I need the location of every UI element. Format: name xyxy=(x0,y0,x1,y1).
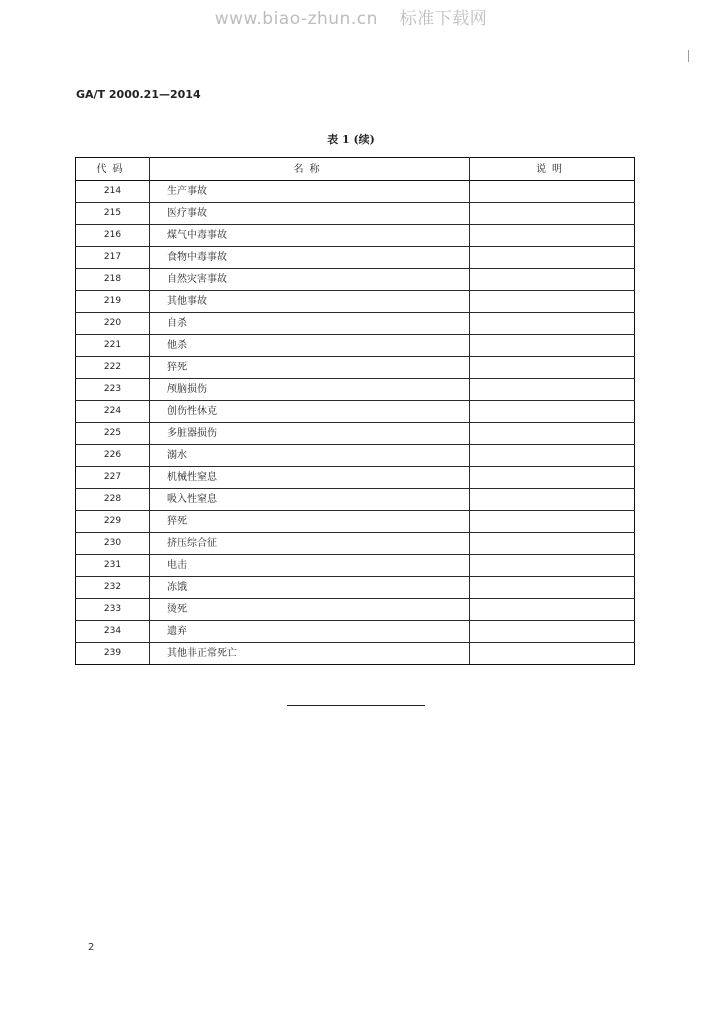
row-name: 猝死 xyxy=(150,357,470,379)
table-row xyxy=(76,599,635,621)
row-note xyxy=(470,379,635,401)
page-number: 2 xyxy=(88,942,95,953)
row-code: 217 xyxy=(76,247,150,269)
row-note xyxy=(470,555,635,577)
table-row xyxy=(76,269,635,291)
row-name: 冻饿 xyxy=(150,577,470,599)
scan-corner-mark xyxy=(688,50,689,62)
row-name: 自杀 xyxy=(150,313,470,335)
row-code: 223 xyxy=(76,379,150,401)
row-note xyxy=(470,533,635,555)
row-code: 228 xyxy=(76,489,150,511)
row-note xyxy=(470,203,635,225)
row-note xyxy=(470,445,635,467)
row-name: 机械性窒息 xyxy=(150,467,470,489)
code-table xyxy=(75,157,635,665)
row-code: 231 xyxy=(76,555,150,577)
row-code: 216 xyxy=(76,225,150,247)
row-name: 其他非正常死亡 xyxy=(150,643,470,665)
row-note xyxy=(470,181,635,203)
table-row xyxy=(76,181,635,203)
row-code: 221 xyxy=(76,335,150,357)
row-code: 219 xyxy=(76,291,150,313)
column-header-note: 说明 xyxy=(470,158,635,181)
row-name: 猝死 xyxy=(150,511,470,533)
row-code: 220 xyxy=(76,313,150,335)
row-code: 230 xyxy=(76,533,150,555)
row-name: 生产事故 xyxy=(150,181,470,203)
row-note xyxy=(470,313,635,335)
table-row xyxy=(76,379,635,401)
row-code: 214 xyxy=(76,181,150,203)
watermark-name: 标准下载网 xyxy=(399,9,488,29)
row-note xyxy=(470,357,635,379)
table-row xyxy=(76,445,635,467)
row-name: 吸入性窒息 xyxy=(150,489,470,511)
row-note xyxy=(470,489,635,511)
row-name: 创伤性休克 xyxy=(150,401,470,423)
row-note xyxy=(470,269,635,291)
table-row xyxy=(76,489,635,511)
column-header-code: 代码 xyxy=(76,158,150,181)
row-name: 食物中毒事故 xyxy=(150,247,470,269)
row-code: 229 xyxy=(76,511,150,533)
row-name: 自然灾害事故 xyxy=(150,269,470,291)
row-code: 233 xyxy=(76,599,150,621)
row-code: 225 xyxy=(76,423,150,445)
header-row xyxy=(76,158,635,181)
row-name: 他杀 xyxy=(150,335,470,357)
row-note xyxy=(470,423,635,445)
row-note xyxy=(470,247,635,269)
row-note xyxy=(470,401,635,423)
table-row xyxy=(76,533,635,555)
row-note xyxy=(470,335,635,357)
table-row xyxy=(76,467,635,489)
row-note xyxy=(470,291,635,313)
table-row xyxy=(76,225,635,247)
row-note xyxy=(470,599,635,621)
row-code: 226 xyxy=(76,445,150,467)
row-code: 239 xyxy=(76,643,150,665)
row-code: 232 xyxy=(76,577,150,599)
table-body xyxy=(76,181,635,665)
row-name: 煤气中毒事故 xyxy=(150,225,470,247)
row-code: 222 xyxy=(76,357,150,379)
row-note xyxy=(470,511,635,533)
table-row xyxy=(76,401,635,423)
row-name: 颅脑损伤 xyxy=(150,379,470,401)
table-row xyxy=(76,203,635,225)
row-code: 215 xyxy=(76,203,150,225)
row-note xyxy=(470,621,635,643)
table-header xyxy=(76,158,635,181)
row-name: 电击 xyxy=(150,555,470,577)
table-row xyxy=(76,643,635,665)
row-code: 224 xyxy=(76,401,150,423)
watermark-site: www.biao-zhun.cn xyxy=(214,9,378,29)
row-name: 溺水 xyxy=(150,445,470,467)
row-code: 227 xyxy=(76,467,150,489)
table-row xyxy=(76,621,635,643)
document-code: GA/T 2000.21—2014 xyxy=(76,88,201,101)
column-header-name: 名称 xyxy=(150,158,470,181)
row-code: 234 xyxy=(76,621,150,643)
table-row xyxy=(76,577,635,599)
row-name: 遗弃 xyxy=(150,621,470,643)
row-note xyxy=(470,643,635,665)
table-row xyxy=(76,313,635,335)
end-of-table-rule xyxy=(287,705,425,706)
row-name: 烫死 xyxy=(150,599,470,621)
row-code: 218 xyxy=(76,269,150,291)
row-note xyxy=(470,225,635,247)
row-name: 医疗事故 xyxy=(150,203,470,225)
table-row xyxy=(76,247,635,269)
table-row xyxy=(76,335,635,357)
watermark xyxy=(0,4,702,29)
table-row xyxy=(76,291,635,313)
row-name: 多脏器损伤 xyxy=(150,423,470,445)
row-note xyxy=(470,467,635,489)
table-row xyxy=(76,423,635,445)
table-row xyxy=(76,357,635,379)
row-name: 其他事故 xyxy=(150,291,470,313)
table-title: 表 1 (续) xyxy=(327,133,375,146)
row-name: 挤压综合征 xyxy=(150,533,470,555)
table-row xyxy=(76,511,635,533)
row-note xyxy=(470,577,635,599)
table-row xyxy=(76,555,635,577)
